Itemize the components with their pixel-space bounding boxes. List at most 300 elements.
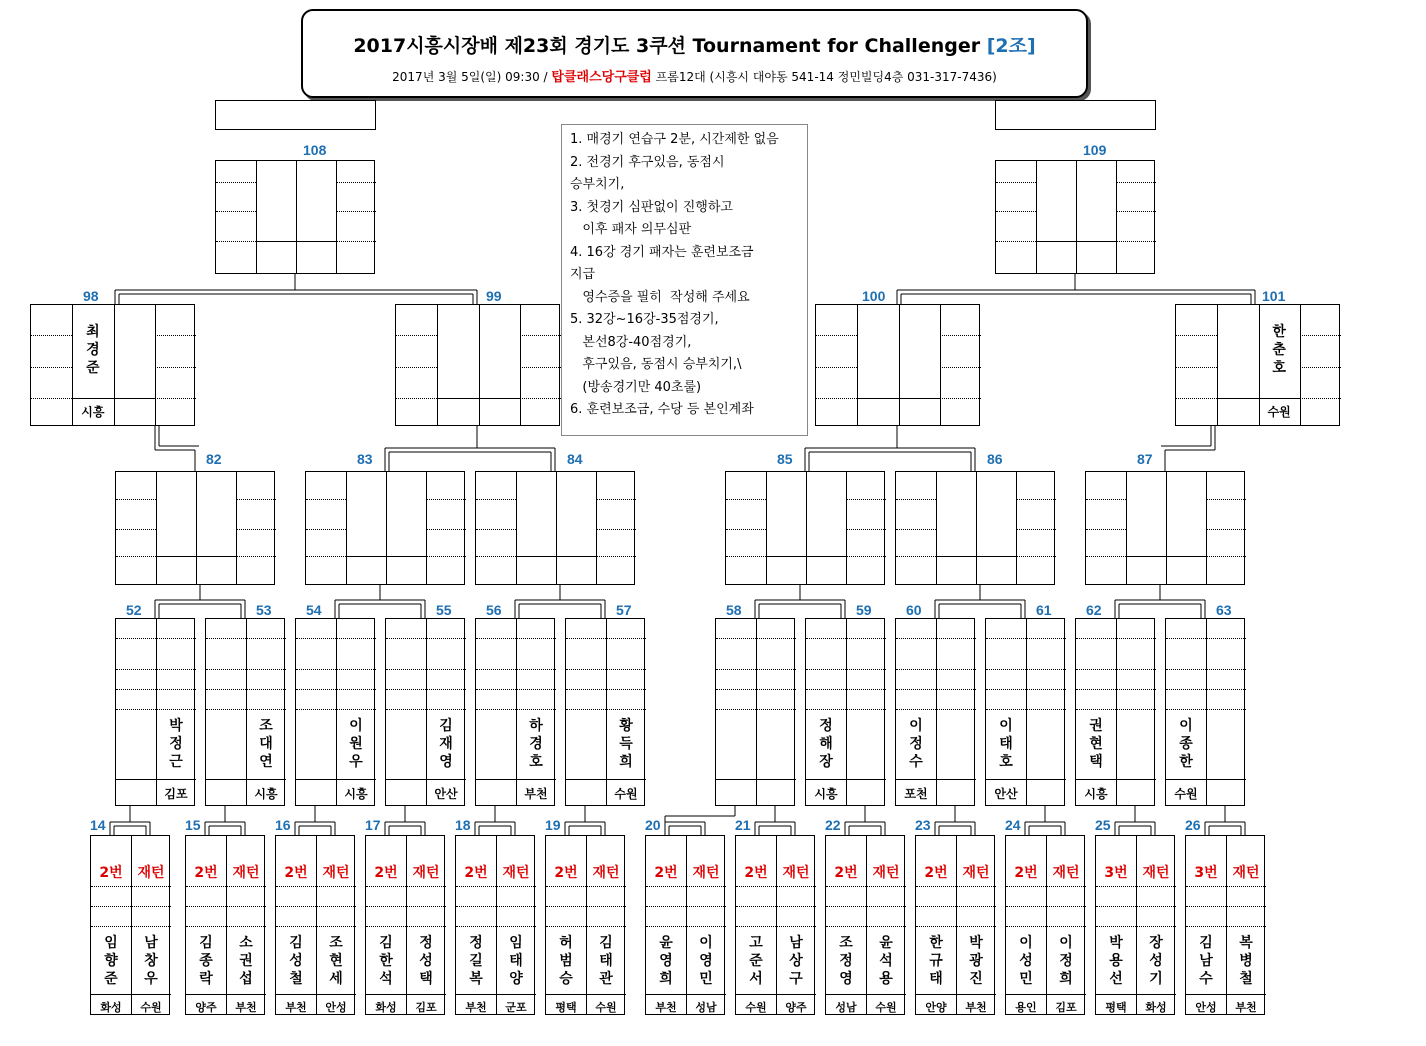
score-row	[296, 669, 376, 670]
player-name: 김남수	[1199, 935, 1213, 987]
player-name: 김한석	[379, 935, 393, 987]
page-title	[303, 31, 1086, 58]
match-box-20	[645, 835, 725, 1015]
player-name: 박용선	[1109, 935, 1123, 987]
name-divider	[1036, 241, 1116, 242]
score-row	[216, 241, 256, 242]
score-row	[566, 669, 646, 670]
score-row	[1186, 886, 1266, 887]
name-divider	[256, 241, 336, 242]
score-row	[896, 499, 936, 500]
score-row	[1086, 556, 1126, 557]
score-row	[896, 529, 936, 530]
score-row	[116, 556, 156, 557]
player-name: 정길복	[469, 935, 483, 987]
score-row	[91, 926, 171, 927]
match-box-14	[90, 835, 170, 1015]
player-region: 화성	[1145, 1001, 1167, 1014]
match-box-100	[815, 304, 980, 426]
player-region: 수원	[595, 1001, 617, 1014]
player-region: 시흥	[814, 787, 838, 801]
player-region: 부천	[465, 1001, 487, 1014]
score-row	[396, 367, 437, 368]
match-number: 14	[90, 817, 106, 833]
score-row	[386, 669, 466, 670]
match-box-15	[185, 835, 265, 1015]
player-name: 허범승	[559, 935, 573, 987]
score-row	[476, 638, 556, 639]
match-box-26	[1185, 835, 1265, 1015]
score-row	[116, 638, 196, 639]
score-row	[566, 709, 646, 710]
score-row	[916, 906, 996, 907]
score-row	[306, 499, 346, 500]
score-row	[236, 556, 276, 557]
score-row	[726, 499, 766, 500]
match-number: 17	[365, 817, 381, 833]
column-divider	[596, 472, 597, 584]
column-divider	[520, 305, 521, 425]
player-name: 김종락	[199, 935, 213, 987]
player-region: 용인	[1015, 1001, 1037, 1014]
player-name: 남상구	[789, 935, 803, 987]
player-name: 조대연	[259, 718, 273, 770]
match-box-83	[305, 471, 465, 585]
player-region: 시흥	[344, 787, 368, 801]
player-name: 이태호	[999, 718, 1013, 770]
notice-line: 본선8강-40점경기,	[570, 334, 692, 350]
player-name: 이종한	[1179, 718, 1193, 770]
column-divider	[1026, 619, 1027, 805]
score-row	[1166, 689, 1246, 690]
name-divider	[1166, 779, 1246, 780]
score-row	[386, 638, 466, 639]
score-row	[1116, 182, 1156, 183]
score-row	[186, 886, 266, 887]
match-number: 16	[275, 817, 291, 833]
score-row	[846, 499, 886, 500]
column-divider	[426, 472, 427, 584]
column-divider	[246, 619, 247, 805]
column-divider	[516, 619, 517, 805]
name-divider	[516, 556, 596, 557]
player-region: 수원	[1174, 787, 1198, 801]
column-divider	[1206, 472, 1207, 584]
match-number: 61	[1036, 602, 1052, 618]
column-divider	[196, 472, 197, 584]
score-row	[426, 499, 466, 500]
winner-box-right	[995, 100, 1156, 130]
match-number: 85	[777, 451, 793, 467]
name-divider	[156, 556, 236, 557]
match-number: 98	[83, 288, 99, 304]
match-number: 87	[1137, 451, 1153, 467]
name-divider	[546, 994, 626, 995]
column-divider	[936, 472, 937, 584]
return-tag: 재턴	[1232, 865, 1260, 881]
player-name: 하경호	[529, 718, 543, 770]
return-tag: 재턴	[137, 865, 165, 881]
column-divider	[899, 305, 900, 425]
order-tag: 2번	[99, 865, 123, 881]
player-region: 양주	[785, 1001, 807, 1014]
name-divider	[116, 779, 196, 780]
player-region: 부천	[1235, 1001, 1257, 1014]
notice-line: 후구있음, 동점시 승부치기,\	[570, 357, 742, 372]
score-row	[986, 709, 1066, 710]
match-box-109	[995, 160, 1155, 274]
return-tag: 재턴	[782, 865, 810, 881]
score-row	[646, 906, 726, 907]
score-row	[31, 335, 72, 336]
player-name: 윤석용	[879, 935, 893, 987]
name-divider	[1217, 398, 1300, 399]
return-tag: 재턴	[962, 865, 990, 881]
match-number: 53	[256, 602, 272, 618]
match-box-87	[1085, 471, 1245, 585]
match-number: 100	[862, 288, 886, 304]
score-row	[846, 556, 886, 557]
match-box-82	[115, 471, 275, 585]
player-region: 부천	[965, 1001, 987, 1014]
player-region: 평택	[1105, 1001, 1127, 1014]
name-divider	[646, 994, 726, 995]
player-name: 이영민	[699, 935, 713, 987]
score-row	[116, 669, 196, 670]
score-row	[1016, 529, 1056, 530]
notice-line: 6. 훈련보조금, 수당 등 본인계좌	[570, 402, 754, 417]
match-number: 55	[436, 602, 452, 618]
score-row	[1176, 335, 1217, 336]
player-region: 부천	[285, 1001, 307, 1014]
score-row	[206, 638, 286, 639]
score-row	[1300, 335, 1341, 336]
score-row	[896, 669, 976, 670]
player-region: 성남	[695, 1001, 717, 1014]
match-number: 57	[616, 602, 632, 618]
name-divider	[1076, 779, 1156, 780]
order-tag: 2번	[194, 865, 218, 881]
event-date: 2017년 3월 5일(일) 09:30 /	[392, 70, 552, 84]
player-name: 복병철	[1239, 935, 1253, 987]
notice-line: (방송경기만 40초룰)	[570, 379, 702, 395]
match-number: 26	[1185, 817, 1201, 833]
score-row	[596, 556, 636, 557]
name-divider	[986, 779, 1066, 780]
score-row	[476, 529, 516, 530]
player-region: 김포	[1055, 1001, 1077, 1014]
score-row	[1300, 398, 1341, 399]
match-box-62	[1075, 618, 1155, 806]
score-row	[396, 398, 437, 399]
order-tag: 2번	[374, 865, 398, 881]
column-divider	[556, 472, 557, 584]
score-row	[896, 556, 936, 557]
player-region: 평택	[555, 1001, 577, 1014]
score-row	[1116, 241, 1156, 242]
match-box-54	[295, 618, 375, 806]
score-row	[1006, 906, 1086, 907]
score-row	[116, 689, 196, 690]
score-row	[726, 529, 766, 530]
player-region: 수원	[745, 1001, 767, 1014]
score-row	[1076, 689, 1156, 690]
score-row	[716, 689, 796, 690]
score-row	[1186, 926, 1266, 927]
match-box-59	[805, 618, 885, 806]
column-divider	[940, 305, 941, 425]
name-divider	[186, 994, 266, 995]
notice-line: 승부치기,	[570, 177, 625, 192]
name-divider	[857, 398, 940, 399]
score-row	[916, 886, 996, 887]
score-row	[726, 556, 766, 557]
score-row	[566, 689, 646, 690]
score-row	[996, 182, 1036, 183]
player-name: 박정근	[169, 718, 183, 770]
winner-box-left	[215, 100, 376, 130]
player-region: 수원	[1267, 405, 1291, 419]
column-divider	[1016, 472, 1017, 584]
name-divider	[476, 779, 556, 780]
column-divider	[806, 472, 807, 584]
score-row	[1086, 499, 1126, 500]
name-divider	[566, 779, 646, 780]
match-number: 15	[185, 817, 201, 833]
order-tag: 3번	[1104, 865, 1128, 881]
notice-line: 이후 패자 의무심판	[570, 222, 692, 237]
match-box-57	[565, 618, 645, 806]
score-row	[896, 709, 976, 710]
name-divider	[716, 779, 796, 780]
score-row	[520, 367, 561, 368]
player-region: 시흥	[1084, 787, 1108, 801]
rules-notice	[561, 124, 808, 436]
name-divider	[896, 779, 976, 780]
score-row	[816, 398, 857, 399]
column-divider	[1166, 472, 1167, 584]
title-box	[301, 9, 1088, 98]
player-name: 정성택	[419, 935, 433, 987]
score-row	[336, 182, 376, 183]
match-box-17	[365, 835, 445, 1015]
match-box-108	[215, 160, 375, 274]
score-row	[716, 669, 796, 670]
score-row	[846, 529, 886, 530]
column-divider	[1126, 472, 1127, 584]
column-divider	[336, 619, 337, 805]
column-divider	[766, 472, 767, 584]
return-tag: 재턴	[692, 865, 720, 881]
column-divider	[976, 472, 977, 584]
score-row	[456, 926, 536, 927]
score-row	[366, 886, 446, 887]
match-number: 60	[906, 602, 922, 618]
score-row	[91, 906, 171, 907]
player-region: 군포	[505, 1001, 527, 1014]
score-row	[276, 886, 356, 887]
score-row	[1206, 499, 1246, 500]
match-number: 101	[1262, 288, 1286, 304]
match-box-56	[475, 618, 555, 806]
column-divider	[155, 305, 156, 425]
column-divider	[426, 619, 427, 805]
score-row	[520, 335, 561, 336]
player-name: 남창우	[144, 935, 158, 987]
name-divider	[366, 994, 446, 995]
score-row	[186, 926, 266, 927]
match-number: 86	[987, 451, 1003, 467]
match-number: 21	[735, 817, 751, 833]
return-tag: 재턴	[412, 865, 440, 881]
match-number: 56	[486, 602, 502, 618]
score-row	[31, 398, 72, 399]
score-row	[216, 182, 256, 183]
score-row	[1166, 669, 1246, 670]
score-row	[1076, 709, 1156, 710]
score-row	[116, 709, 196, 710]
order-tag: 2번	[834, 865, 858, 881]
score-row	[426, 529, 466, 530]
name-divider	[346, 556, 426, 557]
group-label: [2조]	[986, 35, 1036, 57]
score-row	[566, 638, 646, 639]
score-row	[306, 529, 346, 530]
venue-details: 프롬12대 (시흥시 대야동 541-14 정민빌딩4층 031-317-7436)	[651, 70, 997, 84]
score-row	[276, 926, 356, 927]
score-row	[826, 886, 906, 887]
column-divider	[156, 619, 157, 805]
score-row	[186, 906, 266, 907]
column-divider	[1300, 305, 1301, 425]
column-divider	[1217, 305, 1218, 425]
player-region: 성남	[835, 1001, 857, 1014]
score-row	[986, 689, 1066, 690]
player-name: 한춘호	[1272, 324, 1286, 376]
name-divider	[1186, 994, 1266, 995]
title-text: 2017시흥시장배 제23회 경기도 3쿠션 Tournament for Challenger	[353, 35, 987, 57]
player-region: 수원	[140, 1001, 162, 1014]
player-name: 이성민	[1019, 935, 1033, 987]
match-box-99	[395, 304, 560, 426]
player-region: 부천	[524, 787, 548, 801]
name-divider	[276, 994, 356, 995]
match-number: 62	[1086, 602, 1102, 618]
score-row	[816, 335, 857, 336]
order-tag: 2번	[654, 865, 678, 881]
player-region: 안양	[925, 1001, 947, 1014]
match-number: 54	[306, 602, 322, 618]
score-row	[816, 367, 857, 368]
score-row	[296, 689, 376, 690]
score-row	[546, 906, 626, 907]
score-row	[206, 669, 286, 670]
score-row	[826, 906, 906, 907]
match-number: 63	[1216, 602, 1232, 618]
match-number: 83	[357, 451, 373, 467]
match-number: 82	[206, 451, 222, 467]
player-region: 화성	[375, 1001, 397, 1014]
score-row	[155, 335, 196, 336]
score-row	[826, 926, 906, 927]
score-row	[426, 556, 466, 557]
score-row	[155, 398, 196, 399]
match-number: 109	[1083, 142, 1107, 158]
column-divider	[346, 472, 347, 584]
return-tag: 재턴	[872, 865, 900, 881]
score-row	[456, 906, 536, 907]
score-row	[806, 689, 886, 690]
match-box-85	[725, 471, 885, 585]
score-row	[1086, 529, 1126, 530]
score-row	[476, 689, 556, 690]
score-row	[1096, 886, 1176, 887]
score-row	[1006, 886, 1086, 887]
column-divider	[846, 619, 847, 805]
score-row	[366, 906, 446, 907]
column-divider	[236, 472, 237, 584]
score-row	[986, 638, 1066, 639]
score-row	[996, 211, 1036, 212]
player-name: 한규태	[929, 935, 943, 987]
column-divider	[857, 305, 858, 425]
column-divider	[114, 305, 115, 425]
column-divider	[479, 305, 480, 425]
score-row	[306, 556, 346, 557]
name-divider	[826, 994, 906, 995]
match-number: 20	[645, 817, 661, 833]
player-region: 부천	[235, 1001, 257, 1014]
player-name: 최경준	[86, 324, 100, 376]
score-row	[1166, 638, 1246, 639]
score-row	[546, 926, 626, 927]
score-row	[596, 499, 636, 500]
match-box-84	[475, 471, 635, 585]
column-divider	[1116, 161, 1117, 273]
player-name: 정해장	[819, 718, 833, 770]
score-row	[736, 886, 816, 887]
name-divider	[456, 994, 536, 995]
match-number: 58	[726, 602, 742, 618]
player-region: 안산	[994, 787, 1018, 801]
column-divider	[156, 472, 157, 584]
match-box-58	[715, 618, 795, 806]
column-divider	[516, 472, 517, 584]
score-row	[1006, 926, 1086, 927]
score-row	[1166, 709, 1246, 710]
order-tag: 2번	[284, 865, 308, 881]
score-row	[155, 367, 196, 368]
order-tag: 2번	[554, 865, 578, 881]
order-tag: 2번	[924, 865, 948, 881]
player-name: 이원우	[349, 718, 363, 770]
score-row	[336, 211, 376, 212]
order-tag: 2번	[1014, 865, 1038, 881]
score-row	[806, 709, 886, 710]
score-row	[386, 709, 466, 710]
score-row	[296, 709, 376, 710]
player-region: 김포	[415, 1001, 437, 1014]
match-number: 23	[915, 817, 931, 833]
order-tag: 2번	[464, 865, 488, 881]
player-name: 이정수	[909, 718, 923, 770]
match-number: 19	[545, 817, 561, 833]
score-row	[736, 906, 816, 907]
column-divider	[936, 619, 937, 805]
score-row	[476, 499, 516, 500]
score-row	[1186, 906, 1266, 907]
score-row	[1016, 556, 1056, 557]
